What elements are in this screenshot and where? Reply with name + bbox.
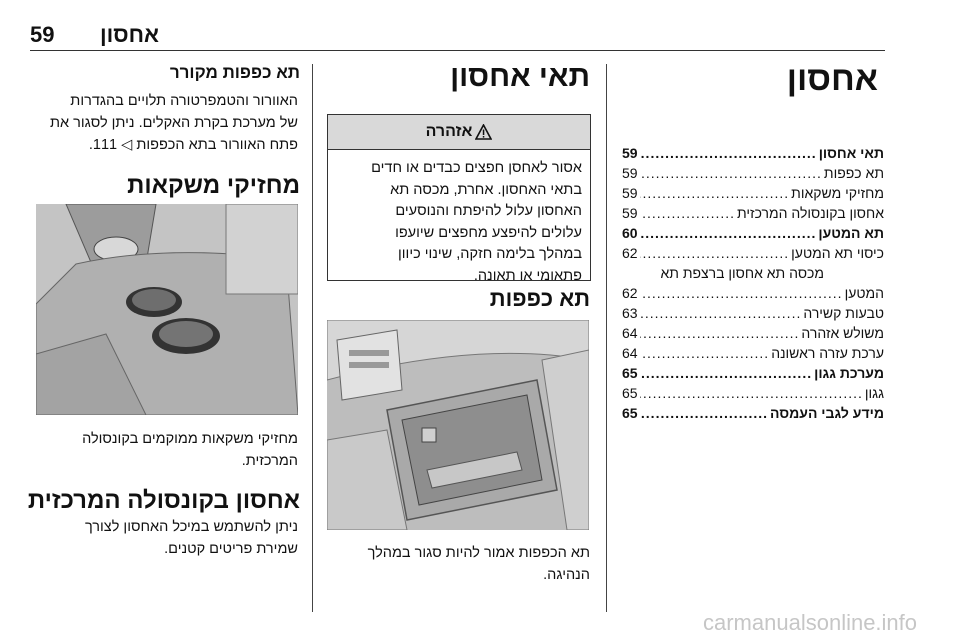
glovebox-caption — [320, 542, 590, 586]
caption-line: תא הכפפות אמור להיות סגור במהלך — [367, 545, 590, 561]
toc-entry-page: 59 — [622, 165, 638, 181]
cupholder-caption — [30, 428, 298, 472]
toc-entry-page: 62 — [622, 285, 638, 301]
glovebox-illustration — [327, 320, 589, 530]
running-header-title: אחסון — [100, 22, 160, 47]
toc-leader-dots — [640, 325, 800, 341]
warning-line: אסור לאחסן חפצים כבדים או חדים — [371, 160, 582, 176]
center-console-text — [30, 516, 298, 560]
section-title-center-console: אחסון בקונסולה המרכזית — [27, 487, 300, 514]
toc-entry[interactable] — [622, 325, 884, 345]
toc-entry[interactable] — [622, 345, 884, 365]
toc-leader-dots — [640, 185, 790, 201]
toc-entry-label: משולש אזהרה — [801, 325, 884, 341]
subsection-title-glovebox: תא כפפות — [489, 286, 590, 311]
toc-entry-page: 65 — [622, 365, 638, 381]
toc-entry-label: תא המטען — [818, 225, 884, 241]
section-title-storage: תאי אחסון — [450, 60, 590, 93]
warning-triangle-icon — [475, 124, 492, 140]
section-title-cupholders: מחזיקי משקאות — [127, 172, 300, 199]
toc-leader-dots — [640, 385, 863, 401]
toc-leader-dots — [640, 245, 790, 261]
toc-leader-dots — [640, 225, 817, 241]
toc-entry-label: תאי אחסון — [818, 145, 884, 161]
toc-entry[interactable] — [622, 285, 884, 305]
toc-entry[interactable] — [622, 185, 884, 205]
paragraph-line: של מערכת בקרת האקלים. ניתן לסגור את — [49, 115, 298, 131]
toc-entry-page: 60 — [622, 225, 638, 241]
cupholder-illustration — [36, 204, 298, 415]
caption-line: הנהיגה. — [543, 567, 590, 583]
warning-heading — [328, 115, 590, 150]
toc-entry-label: המטען — [844, 285, 884, 301]
toc-entry-page: 64 — [622, 325, 638, 341]
subsection-title-cooled-glovebox: תא כפפות מקורר — [169, 63, 300, 82]
toc-entry-page: 65 — [622, 385, 638, 401]
warning-line: בתאי האחסון. אחרת, מכסה תא — [390, 181, 582, 198]
toc-entry[interactable] — [622, 305, 884, 325]
toc-entry[interactable] — [622, 165, 884, 185]
paragraph-line: האוורור והטמפרטורה תלויים בהגדרות — [70, 93, 298, 109]
toc-leader-dots — [640, 285, 843, 301]
toc-entry-label: אחסון בקונסולה המרכזית — [737, 205, 884, 221]
toc-entry-page: 62 — [622, 245, 638, 261]
caption-line: מחזיקי משקאות ממוקמים בקונסולה — [82, 431, 298, 447]
arrow-reference-icon: ◁ — [117, 137, 133, 153]
toc-leader-dots — [640, 205, 735, 221]
toc-entry-label: ערכת עזרה ראשונה — [771, 345, 884, 361]
paragraph-line: ניתן להשתמש במיכל האחסון לצורך — [84, 519, 298, 535]
table-of-contents — [622, 145, 884, 425]
toc-leader-dots — [640, 145, 817, 161]
toc-entry[interactable] — [622, 205, 884, 225]
toc-entry-label: טבעות קשירה — [803, 305, 884, 321]
toc-leader-dots — [640, 165, 822, 181]
toc-entry-page: 64 — [622, 345, 638, 361]
warning-line: עלולים להיפצע מחפצים שיועפו — [395, 224, 582, 241]
toc-entry-label: תא כפפות — [823, 165, 884, 181]
warning-line: האחסון עלול להיפתח והנוסעים — [395, 203, 582, 219]
toc-entry-label: מערכת גגון — [814, 365, 884, 381]
toc-entry-page: 59 — [622, 205, 638, 221]
page-reference[interactable]: 111. — [88, 137, 118, 153]
toc-entry[interactable] — [622, 225, 884, 245]
toc-entry-label: מכסה תא אחסון ברצפת תא — [660, 265, 824, 281]
toc-entry[interactable] — [622, 265, 884, 285]
cooled-glovebox-text — [30, 90, 298, 156]
toc-leader-dots — [640, 345, 770, 361]
toc-entry[interactable] — [622, 385, 884, 405]
toc-entry-page: 63 — [622, 305, 638, 321]
toc-entry-page: 65 — [622, 405, 638, 421]
caption-line: המרכזית. — [241, 453, 298, 469]
paragraph-line: שמירת פריטים קטנים. — [164, 541, 298, 557]
toc-entry[interactable] — [622, 405, 884, 425]
paragraph-text: פתח האוורור בתא הכפפות — [132, 137, 298, 153]
toc-leader-dots — [640, 365, 813, 381]
toc-leader-dots — [640, 305, 802, 321]
page-number: 59 — [30, 22, 55, 47]
toc-entry-page: 59 — [622, 185, 638, 201]
toc-entry[interactable] — [622, 365, 884, 385]
toc-entry-label: מחזיקי משקאות — [791, 185, 884, 201]
toc-leader-dots — [640, 405, 768, 421]
warning-line: במהלך בלימה חזקה, שינוי כיוון — [398, 246, 582, 262]
toc-entry-label: מידע לגבי העמסה — [770, 405, 884, 421]
toc-entry[interactable] — [622, 145, 884, 165]
warning-line: פתאומי או תאונה. — [473, 267, 582, 284]
paragraph-line — [30, 134, 298, 156]
chapter-title: אחסון — [786, 60, 878, 98]
column-divider-right — [606, 64, 607, 612]
header-rule — [30, 50, 885, 51]
toc-entry-page: 59 — [622, 145, 638, 161]
warning-text — [328, 150, 590, 287]
toc-entry-label: כיסוי תא המטען — [791, 245, 884, 261]
warning-heading-text: אזהרה — [425, 123, 473, 140]
toc-entry[interactable] — [622, 245, 884, 265]
warning-box — [327, 114, 591, 284]
column-divider-left — [312, 64, 313, 612]
toc-entry-label: גגון — [864, 385, 884, 401]
watermark: carmanualsonline.info — [703, 610, 918, 635]
